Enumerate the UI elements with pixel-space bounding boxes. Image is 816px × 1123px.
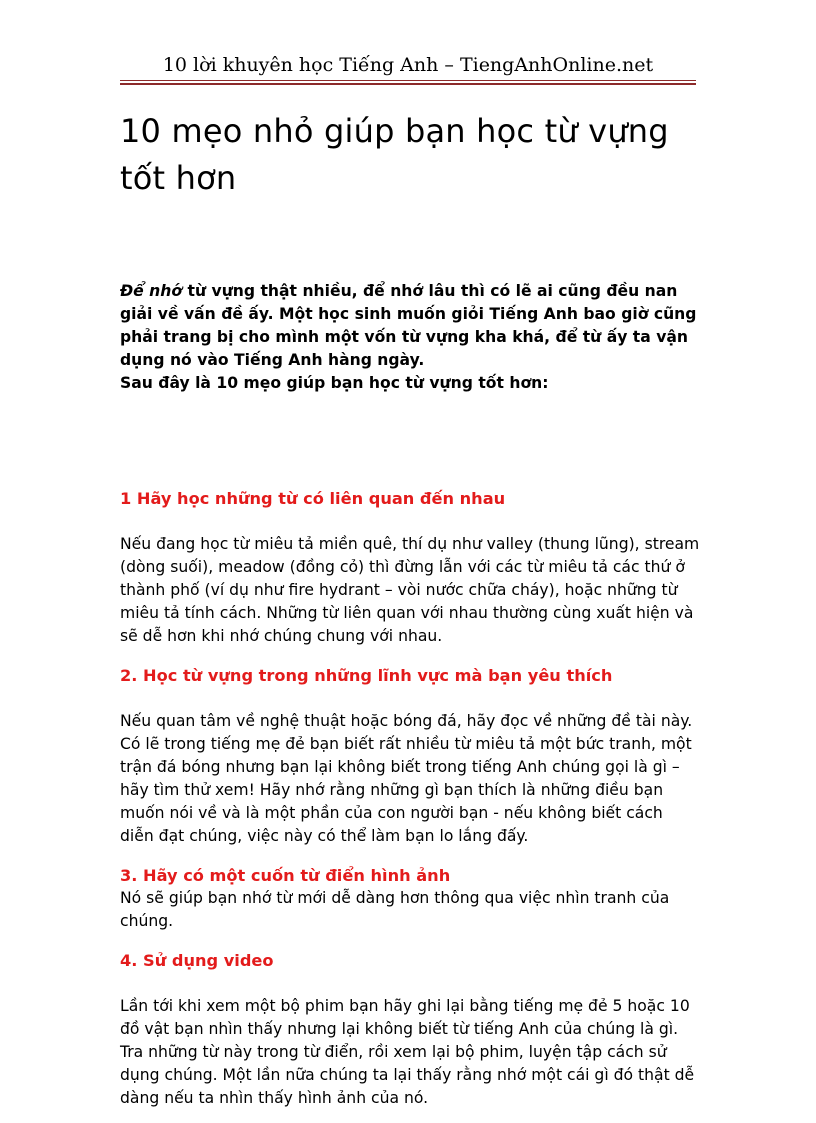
- title-line-1: 10 mẹo nhỏ giúp bạn học từ vựng: [120, 112, 669, 150]
- page-title: [120, 108, 700, 202]
- intro-paragraph: [120, 280, 700, 395]
- section-3-body: Nó sẽ giúp bạn nhớ từ mới dễ dàng hơn thông qua việc nhìn tranh của chúng.: [120, 889, 670, 930]
- section-4-heading: 4. Sử dụng video: [120, 951, 274, 970]
- section-2-heading: 2. Học từ vựng trong những lĩnh vực mà bạn yêu thích: [120, 666, 613, 685]
- section-4-body: Lần tới khi xem một bộ phim bạn hãy ghi lại bằng tiếng mẹ đẻ 5 hoặc 10 đồ vật bạn nhìn thấy nhưng lại không biết từ tiếng Anh của chúng là gì. Tra những từ này trong từ điển, rồi xem lại bộ phim, luyện tập cách sử dụng chúng. Một lần nữa chúng ta lại thấy rằng nhớ một cái gì đó thật dễ dàng nếu ta nhìn thấy hình ảnh của nó.: [120, 997, 695, 1107]
- intro-line-2: Sau đây là 10 mẹo giúp bạn học từ vựng tốt hơn:: [120, 374, 549, 392]
- section-1-body: Nếu đang học từ miêu tả miền quê, thí dụ như valley (thung lũng), stream (dòng suối), meadow (đồng cỏ) thì đừng lẫn với các từ miêu tả các thứ ở thành phố (ví dụ như fire hydrant – vòi nước chữa cháy), hoặc những từ miêu tả tính cách. Những từ liên quan với nhau thường cùng xuất hiện và sẽ dễ hơn khi nhớ chúng chung với nhau.: [120, 535, 700, 645]
- section-2-body: Nếu quan tâm về nghệ thuật hoặc bóng đá, hãy đọc về những đề tài này. Có lẽ trong tiếng mẹ đẻ bạn biết rất nhiều từ miêu tả một bức tranh, một trận đá bóng nhưng bạn lại không biết trong tiếng Anh chúng gọi là gì – hãy tìm thử xem! Hãy nhớ rằng những gì bạn thích là những điều bạn muốn nói về và là một phần của con người bạn - nếu không biết cách diễn đạt chúng, việc này có thể làm bạn lo lắng đấy.: [120, 712, 693, 845]
- section-1-heading: 1 Hãy học những từ có liên quan đến nhau: [120, 489, 506, 508]
- title-line-2: tốt hơn: [120, 159, 237, 197]
- running-header: 10 lời khuyên học Tiếng Anh – TiengAnhOnline.net: [162, 54, 654, 76]
- intro-lead: Để nhớ: [120, 282, 183, 300]
- header-rule: [120, 80, 696, 85]
- intro-text: từ vựng thật nhiều, để nhớ lâu thì có lẽ ai cũng đều nan giải về vấn đề ấy. Một học sinh muốn giỏi Tiếng Anh bao giờ cũng phải trang bị cho mình một vốn từ vựng kha khá, để từ ấy ta vận dụng nó vào Tiếng Anh hàng ngày.: [120, 282, 697, 369]
- article-content: [120, 108, 700, 1110]
- section-3-heading: 3. Hãy có một cuốn từ điển hình ảnh: [120, 866, 451, 885]
